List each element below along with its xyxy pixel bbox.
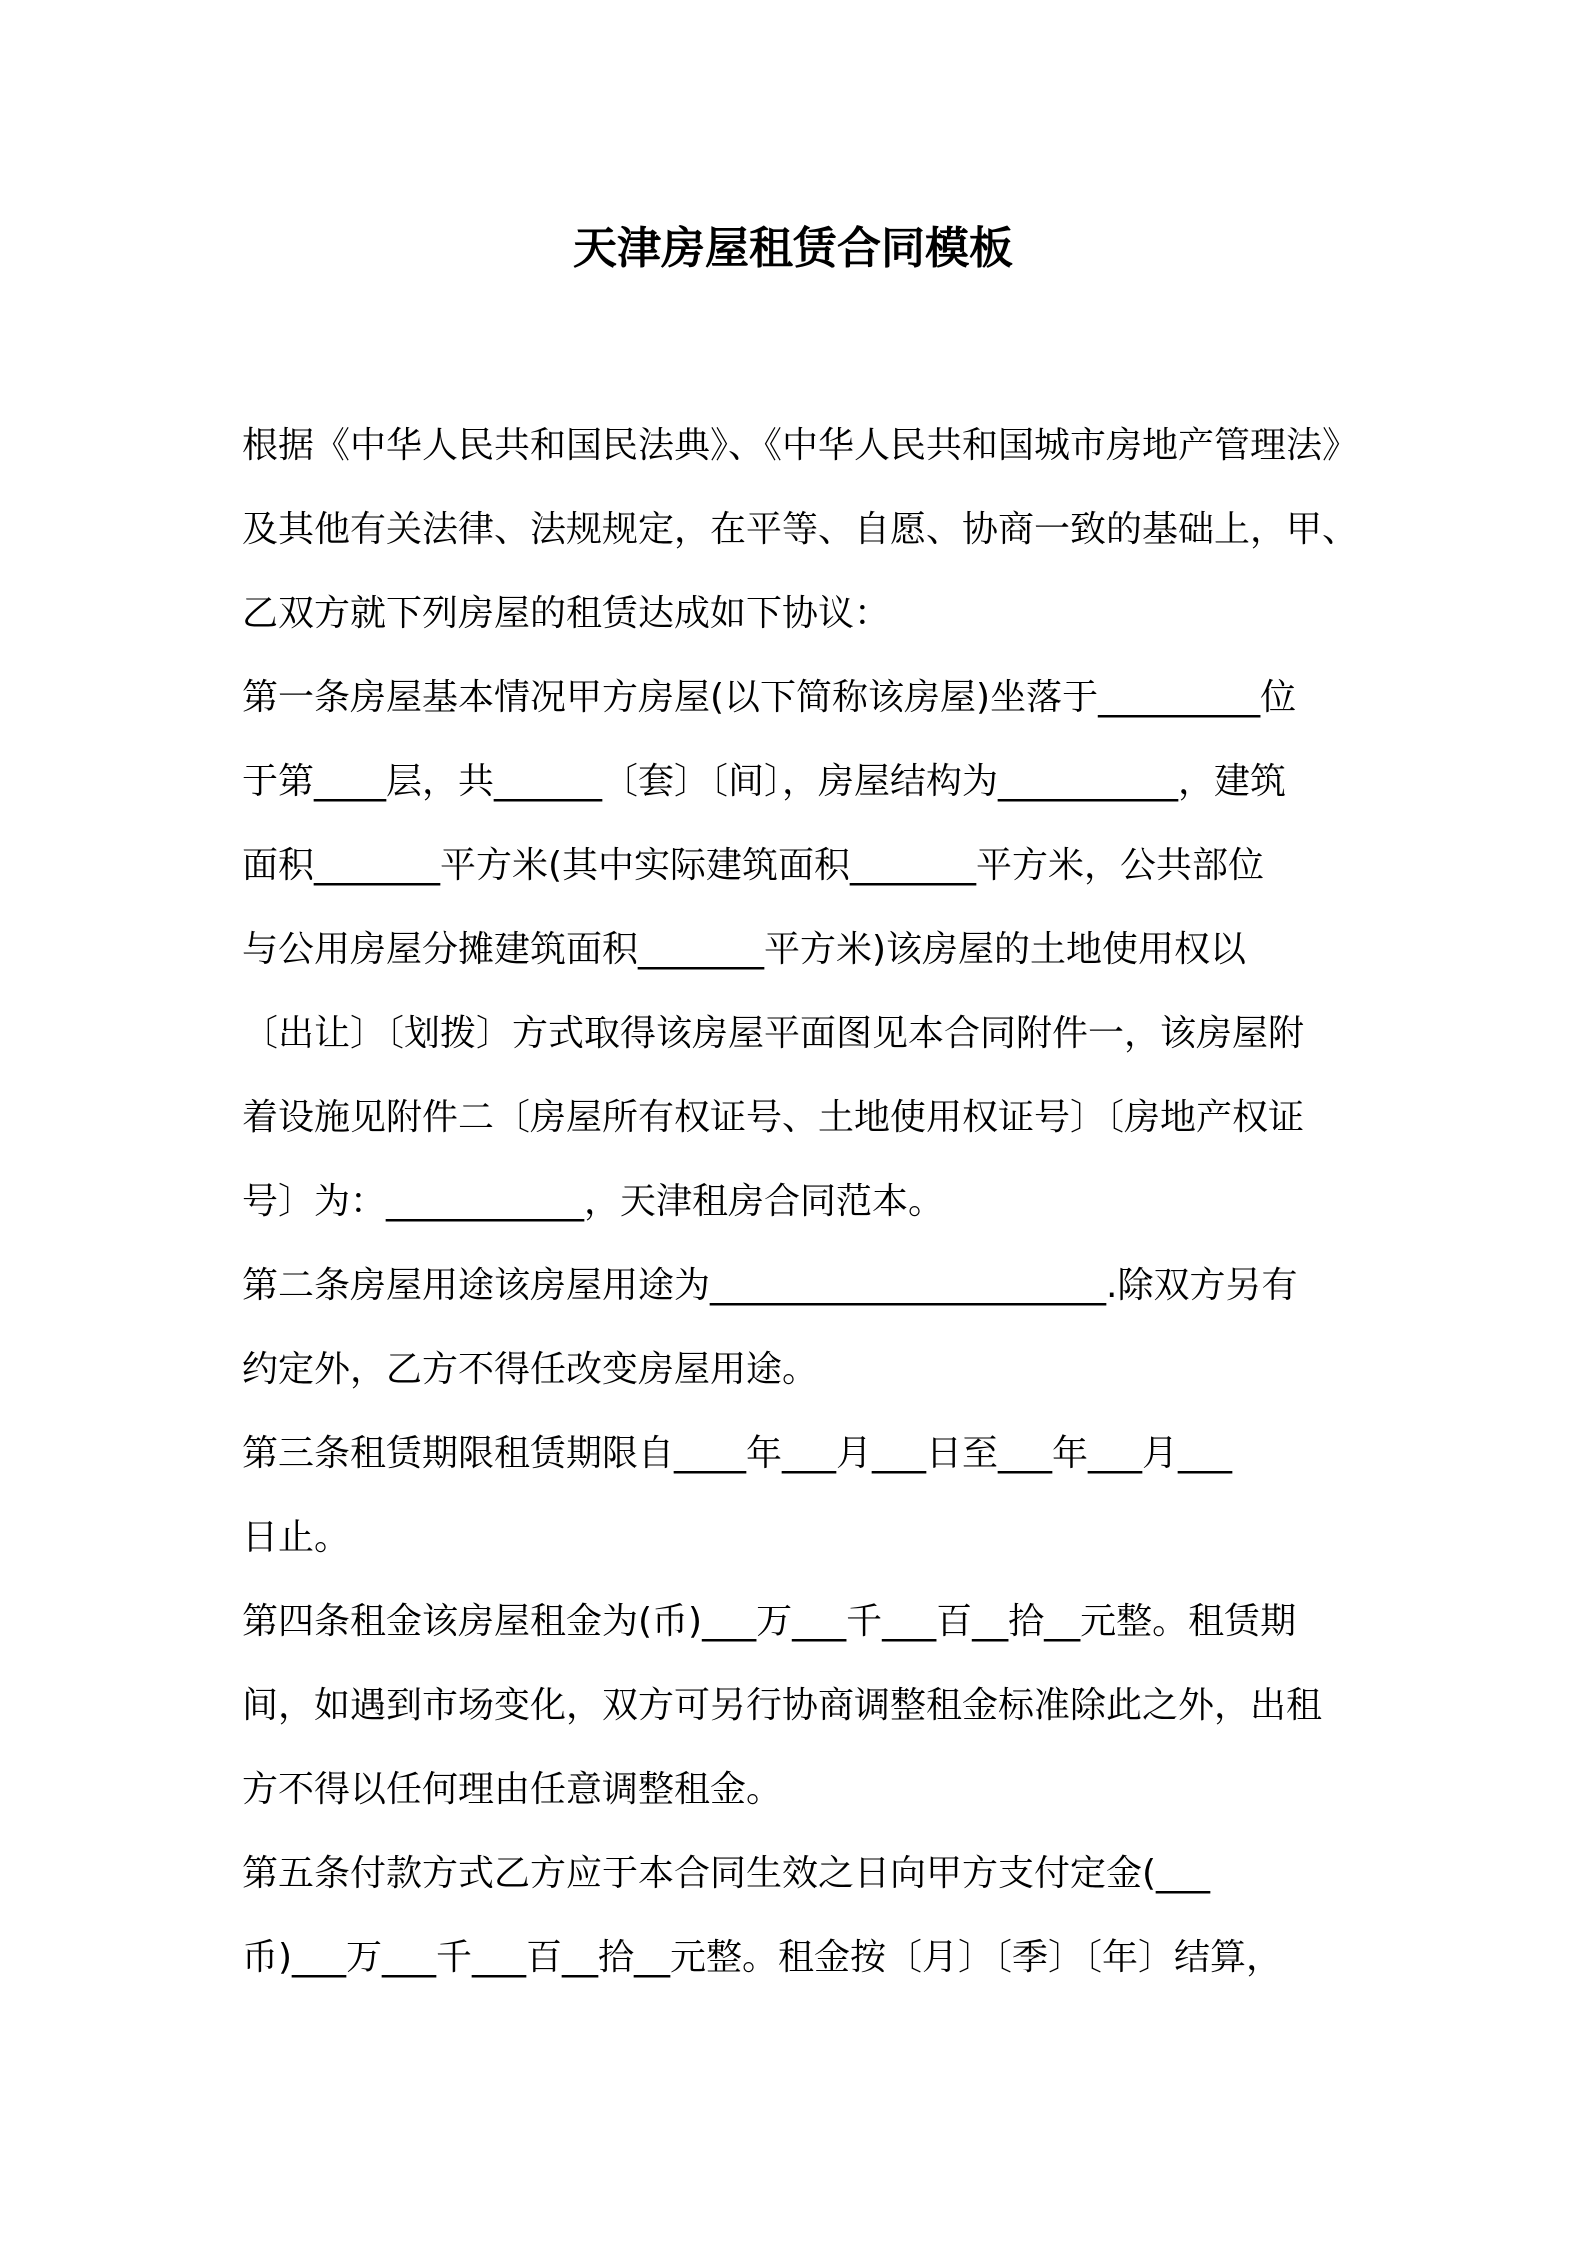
body-line: 根据《中华人民共和国民法典》、《中华人民共和国城市房地产管理法》 [242,425,1359,466]
body-line: 第四条租金该房屋租金为(币)___万___千___百__拾__元整。租赁期 [242,1601,1297,1642]
body-line: 及其他有关法律、法规规定，在平等、自愿、协商一致的基础上，甲、 [242,509,1359,550]
body-line: 乙双方就下列房屋的租赁达成如下协议： [242,593,891,634]
body-line: 着设施见附件二〔房屋所有权证号、土地使用权证号〕〔房地产权证 [242,1097,1305,1138]
body-line: 约定外，乙方不得任改变房屋用途。 [242,1349,819,1390]
body-line: 币)___万___千___百__拾__元整。租金按〔月〕〔季〕〔年〕结算， [242,1937,1283,1978]
body-line: 日止。 [242,1517,351,1558]
body-line: 第一条房屋基本情况甲方房屋(以下简称该房屋)坐落于_________位 [242,677,1297,718]
body-line: 与公用房屋分摊建筑面积_______平方米)该房屋的土地使用权以 [242,929,1247,970]
body-line: 号〕为：___________，天津租房合同范本。 [242,1181,945,1222]
body-line: 〔出让〕〔划拨〕方式取得该房屋平面图见本合同附件一，该房屋附 [242,1013,1305,1054]
body-line: 第五条付款方式乙方应于本合同生效之日向甲方支付定金(___ [242,1853,1211,1894]
body-line: 于第____层，共______〔套〕〔间〕，房屋结构为__________，建筑 [242,761,1287,802]
document-title: 天津房屋租赁合同模板 [573,223,1013,274]
document-body [242,404,1372,2000]
body-line: 第二条房屋用途该房屋用途为______________________.除双方另有 [242,1265,1298,1306]
body-line: 间，如遇到市场变化，双方可另行协商调整租金标准除此之外，出租 [242,1685,1323,1726]
body-line: 方不得以任何理由任意调整租金。 [242,1769,783,1810]
body-line: 第三条租赁期限租赁期限自____年___月___日至___年___月___ [242,1433,1233,1474]
body-line: 面积_______平方米(其中实际建筑面积_______平方米，公共部位 [242,845,1265,886]
